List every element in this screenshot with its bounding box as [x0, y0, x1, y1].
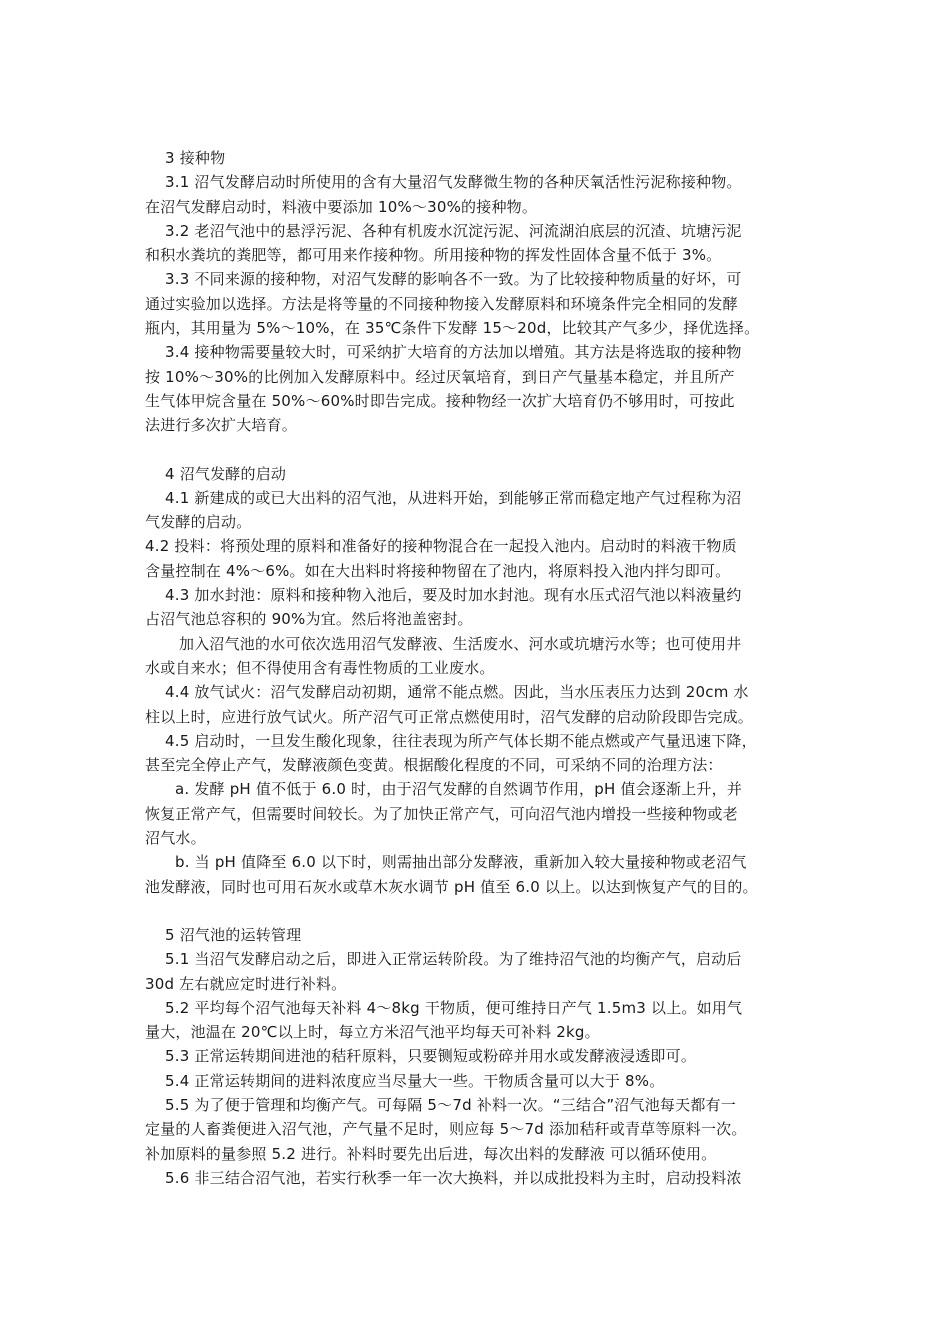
paragraph-line: 4.2 投料：将预处理的原料和准备好的接种物混合在一起投入池内。启动时的料液干物质: [145, 537, 737, 556]
paragraph-line: 30d 左右就应定时进行补料。: [145, 974, 347, 993]
paragraph: [145, 170, 815, 219]
paragraph-line: 3.4 接种物需要量较大时，可采纳扩大培育的方法加以增殖。其方法是将选取的接种物: [165, 343, 742, 362]
paragraph-line: 5.6 非三结合沼气池，若实行秋季一年一次大换料，并以成批投料为主时，启动投料浓: [165, 1168, 742, 1187]
paragraph-line: 5.2 平均每个沼气池每天补料 4～8kg 干物质，便可维持日产气 1.5m3 以上。如用气: [165, 998, 743, 1017]
paragraph-line: 5.5 为了便于管理和均衡产气。可每隔 5～7d 补料一次。“三结合”沼气池每天都有一: [165, 1095, 736, 1114]
paragraph: [145, 219, 815, 268]
paragraph-line: 补加原料的量参照 5.2 进行。补料时要先出后进，每次出料的发酵液 可以循环使用。: [145, 1144, 717, 1163]
paragraph-line: 3.2 老沼气池中的悬浮污泥、各种有机废水沉淀污泥、河流湖泊底层的沉渣、坑塘污泥: [165, 221, 742, 240]
paragraph-line: 甚至完全停止产气，发酵液颜色变黄。根据酸化程度的不同，可采纳不同的治理方法：: [145, 756, 723, 775]
paragraph-line: 瓶内，其用量为 5%～10%，在 35℃条件下发酵 15～20d，比较其产气多少，择优选择。: [145, 319, 760, 338]
document-page: [145, 146, 815, 1190]
paragraph-line: 按 10%～30%的比例加入发酵原料中。经过厌氧培育，到日产气量基本稳定，并且所产: [145, 367, 735, 386]
paragraph-line: 在沼气发酵启动时，料液中要添加 10%～30%的接种物。: [145, 197, 538, 216]
paragraph-line: 占沼气池总容积的 90%为宜。然后将池盖密封。: [145, 610, 473, 629]
paragraph-line: 4.5 启动时，一旦发生酸化现象，往往表现为所产气体长期不能点燃或产气量迅速下降，: [165, 731, 757, 750]
paragraph-line: 含量控制在 4%～6%。如在大出料时将接种物留在了池内，将原料投入池内拌匀即可。: [145, 561, 731, 580]
paragraph-line: 法进行多次扩大培育。: [145, 416, 298, 435]
paragraph-line: 气发酵的启动。: [145, 513, 252, 532]
paragraph-line: 沼气水。: [145, 829, 206, 848]
paragraph: [145, 534, 815, 583]
paragraph-line: 5.3 正常运转期间进池的秸秆原料，只要铡短或粉碎并用水或发酵液浸透即可。: [165, 1047, 697, 1066]
paragraph: [145, 1166, 815, 1190]
paragraph: [145, 486, 815, 535]
section-heading: 3 接种物: [165, 149, 226, 167]
paragraph: [145, 680, 815, 729]
paragraph-line: 水或自来水；但不得使用含有毒性物质的工业废水。: [145, 658, 495, 677]
paragraph-line: 和积水粪坑的粪肥等，都可用来作接种物。所用接种物的挥发性固体含量不低于 3%。: [145, 246, 722, 265]
paragraph-line: b. 当 pH 值降至 6.0 以下时，则需抽出部分发酵液，重新加入较大量接种物或老沼气: [175, 853, 747, 872]
paragraph: [145, 1044, 815, 1068]
paragraph-line: 量大，池温在 20℃以上时，每立方米沼气池平均每天可补料 2kg。: [145, 1023, 600, 1042]
paragraph-line: 加入沼气池的水可依次选用沼气发酵液、生活废水、河水或坑塘污水等；也可使用井: [179, 634, 742, 653]
paragraph-line: 生气体甲烷含量在 50%～60%时即告完成。接种物经一次扩大培育仍不够用时，可按此: [145, 391, 735, 410]
paragraph-line: 通过实验加以选择。方法是将等量的不同接种物接入发酵原料和环境条件完全相同的发酵: [145, 294, 738, 313]
paragraph: [145, 850, 815, 899]
paragraph: [145, 583, 815, 632]
paragraph-line: 3.3 不同来源的接种物，对沼气发酵的影响各不一致。为了比较接种物质量的好坏，可: [165, 270, 742, 289]
paragraph-line: 3.1 沼气发酵启动时所使用的含有大量沼气发酵微生物的各种厌氧活性污泥称接种物。: [165, 173, 742, 192]
paragraph-line: 池发酵液，同时也可用石灰水或草木灰水调节 pH 值至 6.0 以上。以达到恢复产气的目的。: [145, 877, 758, 896]
paragraph: [145, 1069, 815, 1093]
paragraph-line: 定量的人畜粪便进入沼气池，产气量不足时，则应每 5～7d 添加秸秆或青草等原料一次。: [145, 1120, 747, 1139]
paragraph: [145, 632, 815, 681]
paragraph: [145, 267, 815, 340]
paragraph-line: 4.3 加水封池：原料和接种物入池后，要及时加水封池。现有水压式沼气池以料液量约: [165, 586, 742, 605]
paragraph-line: a. 发酵 pH 值不低于 6.0 时，由于沼气发酵的自然调节作用，pH 值会逐渐上升，并: [175, 780, 743, 799]
section-gap: [145, 899, 815, 923]
paragraph: [145, 340, 815, 437]
paragraph: [145, 729, 815, 778]
paragraph: [145, 947, 815, 996]
paragraph-line: 4.1 新建成的或已大出料的沼气池，从进料开始，到能够正常而稳定地产气过程称为沼: [165, 488, 742, 507]
paragraph-line: 4.4 放气试火：沼气发酵启动初期，通常不能点燃。因此，当水压表压力达到 20cm 水: [165, 683, 749, 702]
section-heading: 4 沼气发酵的启动: [165, 464, 287, 483]
paragraph-line: 5.4 正常运转期间的进料浓度应当尽量大一些。干物质含量可以大于 8%。: [165, 1071, 665, 1090]
paragraph: [145, 777, 815, 850]
paragraph: [145, 1093, 815, 1166]
paragraph-line: 柱以上时，应进行放气试火。所产沼气可正常点燃使用时，沼气发酵的启动阶段即告完成。: [145, 707, 754, 726]
paragraph-line: 5.1 当沼气发酵启动之后，即进入正常运转阶段。为了维持沼气池的均衡产气，启动后: [165, 950, 742, 969]
paragraph: [145, 996, 815, 1045]
section-heading: 5 沼气池的运转管理: [165, 925, 302, 944]
paragraph-line: 恢复正常产气，但需要时间较长。为了加快正常产气，可向沼气池内增投一些接种物或老: [145, 804, 738, 823]
section-gap: [145, 438, 815, 462]
